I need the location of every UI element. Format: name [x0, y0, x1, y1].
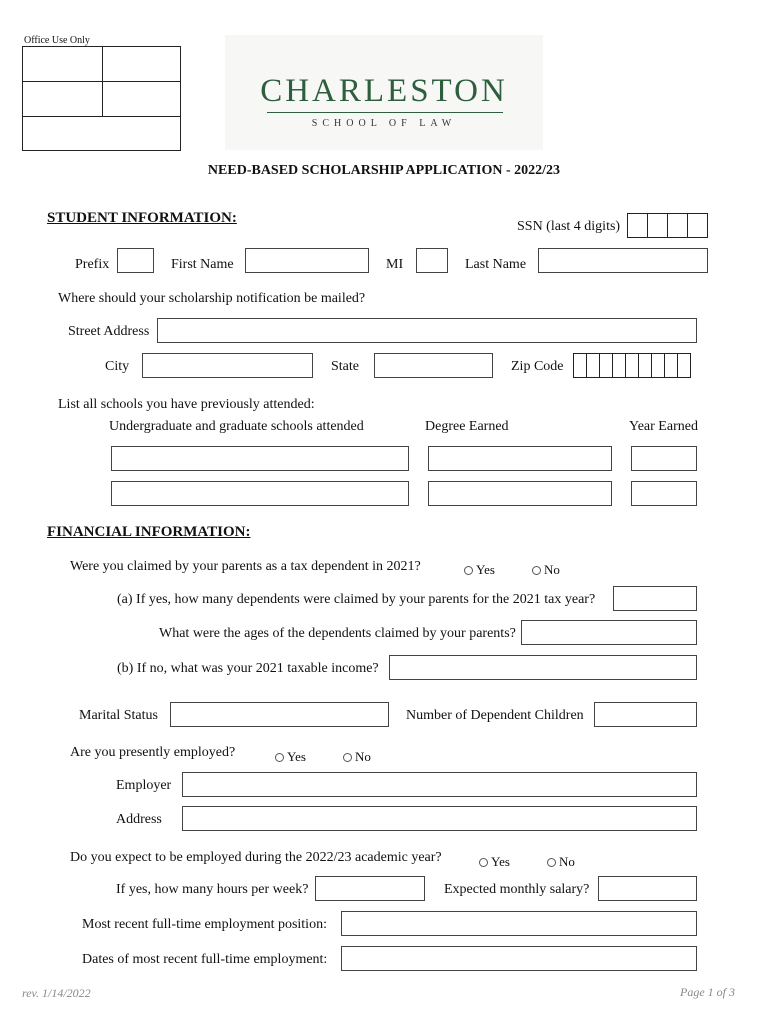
- radio-circle-icon: [532, 566, 541, 575]
- marital-status-field[interactable]: [170, 702, 389, 727]
- employed-no-radio[interactable]: [343, 749, 371, 765]
- mi-field[interactable]: [416, 248, 448, 273]
- degree-field-1[interactable]: [428, 446, 612, 471]
- logo-subtitle: SCHOOL OF LAW: [311, 118, 457, 129]
- radio-circle-icon: [547, 858, 556, 867]
- revision-date: rev. 1/14/2022: [22, 986, 91, 1000]
- expect-yes-radio[interactable]: [479, 854, 510, 870]
- first-name-label: First Name: [171, 257, 234, 272]
- question-a: (a) If yes, how many dependents were claimed by your parents for the 2021 tax year?: [117, 592, 596, 607]
- financial-heading: FINANCIAL INFORMATION:: [47, 524, 251, 540]
- salary-field[interactable]: [598, 876, 697, 901]
- dependent-children-label: Number of Dependent Children: [406, 708, 584, 723]
- no-label: No: [544, 562, 560, 577]
- degree-column-header: Degree Earned: [425, 419, 509, 434]
- mi-label: MI: [386, 257, 404, 272]
- schools-column-header: Undergraduate and graduate schools attended: [109, 419, 364, 434]
- yes-label: Yes: [287, 749, 306, 764]
- year-field-1[interactable]: [631, 446, 697, 471]
- ssn-label: SSN (last 4 digits): [517, 219, 621, 234]
- page-number: Page 1 of 3: [680, 985, 735, 999]
- dates-label: Dates of most recent full-time employment:: [82, 952, 328, 967]
- yes-label: Yes: [491, 854, 510, 869]
- zip-label: Zip Code: [511, 359, 564, 374]
- school-field-2[interactable]: [111, 481, 409, 506]
- degree-field-2[interactable]: [428, 481, 612, 506]
- no-label: No: [559, 854, 575, 869]
- employed-question: Are you presently employed?: [70, 745, 236, 760]
- dependent-question: Were you claimed by your parents as a tax dependent in 2021?: [70, 559, 421, 574]
- position-label: Most recent full-time employment position:: [82, 917, 327, 932]
- year-column-header: Year Earned: [629, 419, 698, 434]
- employed-yes-radio[interactable]: [275, 749, 306, 765]
- state-label: State: [331, 359, 359, 374]
- dependents-count-field[interactable]: [613, 586, 697, 611]
- city-field[interactable]: [142, 353, 313, 378]
- marital-label: Marital Status: [79, 708, 158, 723]
- ages-question: What were the ages of the dependents claimed by your parents?: [159, 626, 516, 641]
- dependent-yes-radio[interactable]: [464, 562, 495, 578]
- office-use-label: Office Use Only: [24, 35, 90, 46]
- hours-label: If yes, how many hours per week?: [116, 882, 309, 897]
- schools-prompt: List all schools you have previously attended:: [58, 397, 315, 412]
- yes-label: Yes: [476, 562, 495, 577]
- employer-label: Employer: [116, 778, 172, 793]
- expect-employment-question: Do you expect to be employed during the 2022/23 academic year?: [70, 850, 442, 865]
- student-heading: STUDENT INFORMATION:: [47, 210, 237, 226]
- dependent-ages-field[interactable]: [521, 620, 697, 645]
- question-b: (b) If no, what was your 2021 taxable income?: [117, 661, 379, 676]
- expect-no-radio[interactable]: [547, 854, 575, 870]
- first-name-field[interactable]: [245, 248, 369, 273]
- mailing-question: Where should your scholarship notification be mailed?: [58, 291, 366, 306]
- dependent-no-radio[interactable]: [532, 562, 560, 578]
- radio-circle-icon: [275, 753, 284, 762]
- position-field[interactable]: [341, 911, 697, 936]
- prefix-field[interactable]: [117, 248, 154, 273]
- taxable-income-field[interactable]: [389, 655, 697, 680]
- zip-field[interactable]: [573, 353, 691, 378]
- school-field-1[interactable]: [111, 446, 409, 471]
- employer-field[interactable]: [182, 772, 697, 797]
- no-label: No: [355, 749, 371, 764]
- radio-circle-icon: [343, 753, 352, 762]
- year-field-2[interactable]: [631, 481, 697, 506]
- logo-name: CHARLESTON: [260, 73, 508, 109]
- radio-circle-icon: [479, 858, 488, 867]
- last-name-field[interactable]: [538, 248, 708, 273]
- prefix-label: Prefix: [75, 257, 110, 272]
- last-name-label: Last Name: [465, 257, 527, 272]
- salary-label: Expected monthly salary?: [444, 882, 590, 897]
- ssn-field[interactable]: [627, 213, 708, 238]
- office-use-grid: [22, 46, 181, 151]
- employer-address-field[interactable]: [182, 806, 697, 831]
- hours-field[interactable]: [315, 876, 425, 901]
- street-field[interactable]: [157, 318, 697, 343]
- dependent-children-field[interactable]: [594, 702, 697, 727]
- radio-circle-icon: [464, 566, 473, 575]
- street-label: Street Address: [68, 324, 150, 339]
- dates-field[interactable]: [341, 946, 697, 971]
- address-label: Address: [116, 812, 162, 827]
- state-field[interactable]: [374, 353, 493, 378]
- city-label: City: [105, 359, 130, 374]
- school-logo: [225, 35, 543, 150]
- form-title: NEED-BASED SCHOLARSHIP APPLICATION - 2022/23: [207, 163, 561, 178]
